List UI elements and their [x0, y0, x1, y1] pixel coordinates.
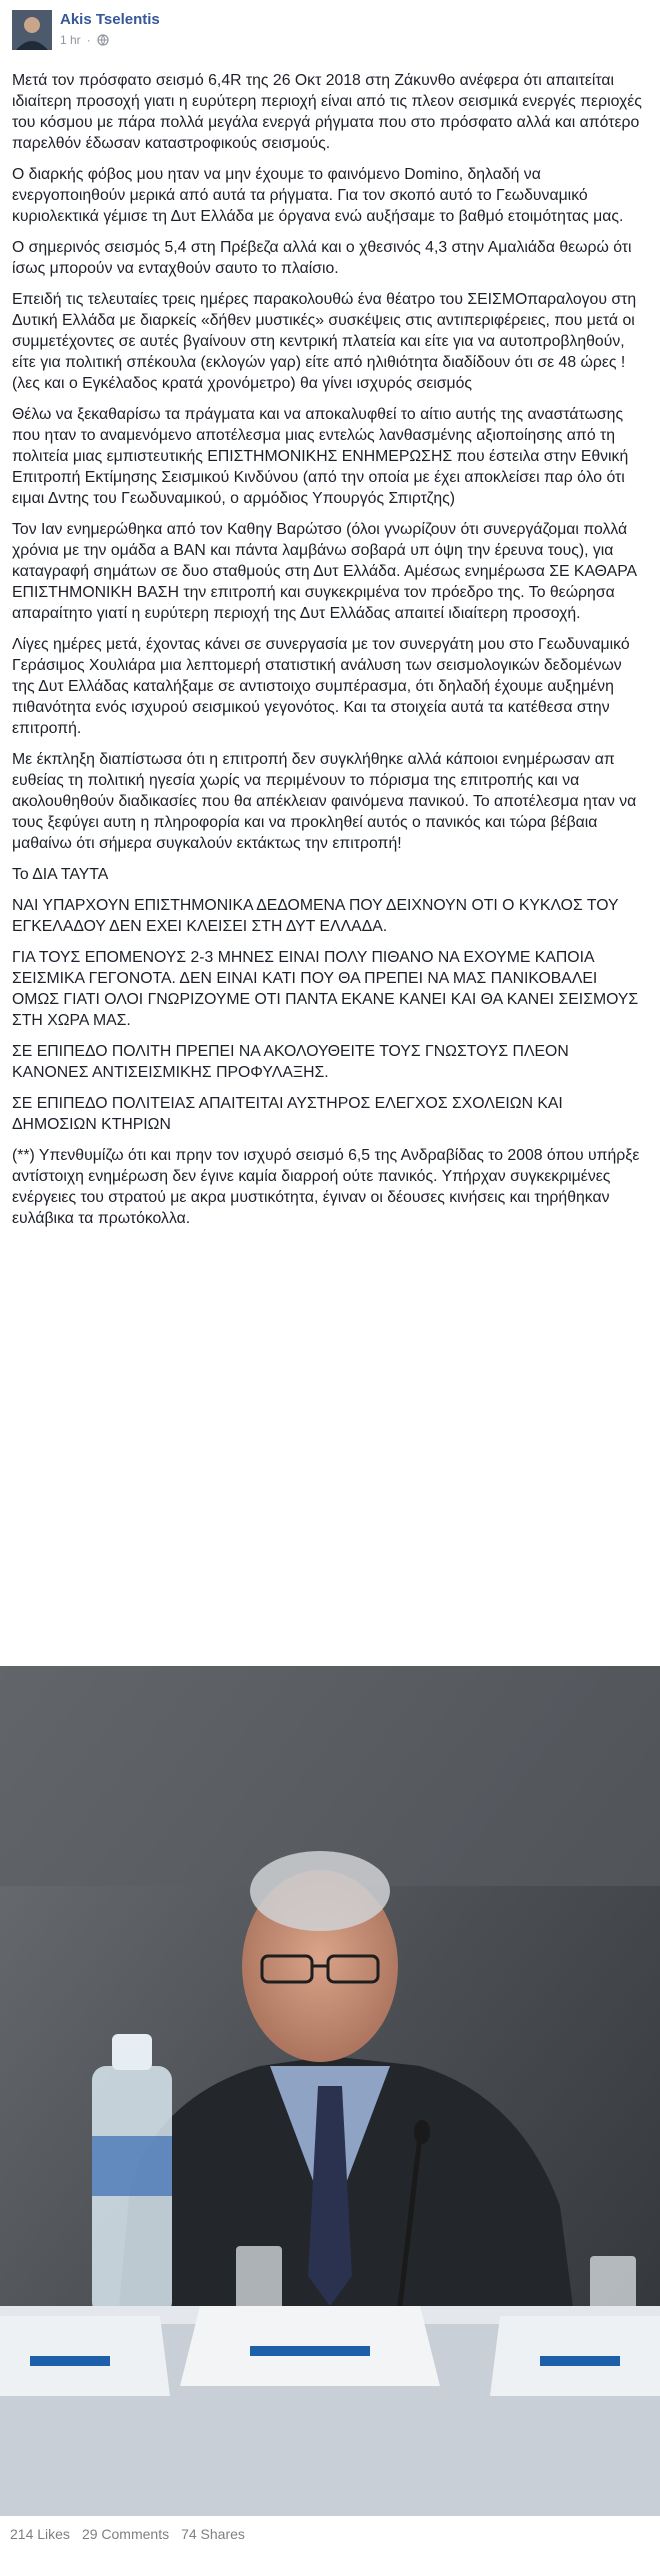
post-paragraph: Λίγες ημέρες μετά, έχοντας κάνει σε συνεργασία με τον συνεργάτη μου στο Γεωδυναμικό Γεράσιμος Χουλιάρα μια λεπτομερή στατιστική ανάλυση των σεισμολογικών δεδομένων της Δυτ Ελλάδας καταλήξαμε σε αντιστοιχο συμπέρασμα, ότι δηλαδή έχουμε αυξημένη πιθανότητα ενός ισχυρού σεισμικού γεγονότος. Και τα στοιχεία αυτά τα κατέθεσα στην επιτροπή. — [12, 636, 630, 737]
post-photo[interactable] — [0, 1666, 660, 2516]
post-paragraph: Το ΔΙΑ ΤΑΥΤΑ — [12, 866, 109, 883]
post-paragraph: Ο σημερινός σεισμός 5,4 στη Πρέβεζα αλλά και ο χθεσινός 4,3 στην Αμαλιάδα θεωρώ ότι ίσως μπορούν να ενταχθούν σαυτο το πλαίσιο. — [12, 239, 632, 277]
avatar[interactable] — [12, 10, 52, 50]
photo-illustration — [0, 1666, 660, 2516]
post-paragraph: (**) Υπενθυμίζω ότι και πρην τον ισχυρό σεισμό 6,5 της Ανδραβίδας το 2008 όπου υπήρξε αντίστοιχη ενημέρωση δεν έγινε καμία διαρροή ούτε πανικός. Υπήρχαν συγκεκριμένες ενέργειες του στρατού με ακρα μυστικότητα, έγιναν οι δέουσες κινήσεις και τηρήθηκαν ευλάβικα τα πρωτόκολλα. — [12, 1147, 640, 1227]
post-meta — [60, 33, 109, 47]
globe-icon[interactable] — [97, 34, 109, 46]
post-paragraph: Με έκπληξη διαπίστωσα ότι η επιτροπή δεν συγκλήθηκε αλλά κάποιοι ενημέρωσαν απ ευθείας τη πολιτική ηγεσία χωρίς να περιμένουν το πόρισμα της επιτροπής και να ακολουθηθούν διαδικασίες που θα απέκλειαν φαινόμενα πανικού. Το αποτέλεσμα ηταν να τους ξεφύγει αυτη η πληροφορία και να προκληθεί αυτός ο πανικός και τώρα βέβαια μαθαίνω ότι σήμερα συγκαλούν εκτάκτως την επιτροπή! — [12, 751, 637, 852]
post-paragraph: ΣΕ ΕΠΙΠΕΔΟ ΠΟΛΙΤΗ ΠΡΕΠΕΙ ΝΑ ΑΚΟΛΟΥΘΕΙΤΕ ΤΟΥΣ ΓΝΩΣΤΟΥΣ ΠΛΕΟΝ ΚΑΝΟΝΕΣ ΑΝΤΙΣΕΙΣΜΙΚΗΣ ΠΡΟΦΥΛΑΞΗΣ. — [12, 1043, 569, 1081]
post-time[interactable]: 1 hr — [60, 33, 81, 47]
post-paragraph: Ο διαρκής φόβος μου ηταν να μην έχουμε το φαινόμενο Domino, δηλαδή να ενεργοποιηθούν μερικά από αυτά τα ρήγματα. Για τον σκοπό αυτό το Γεωδυναμικό κυριολεκτικά γέμισε τη Δυτ Ελλάδα με όργανα ενώ αυξήσαμε το βαθμό ετοιμότητας μας. — [12, 166, 624, 225]
post-paragraph: Μετά τον πρόσφατο σεισμό 6,4R της 26 Οκτ 2018 στη Ζάκυνθο ανέφερα ότι απαιτείται ιδιαίτερη προσοχή γιατι η ευρύτερη περιοχή είναι από τις πλεον σεισμικά ενεργές περιοχές του κόσμου με πάρα πολλά μεγάλα ενεργά ρήγματα που στο πρόσφατο αλλά και απότερο παρελθόν έδωσαν καταστροφικούς σεισμούς. — [12, 72, 642, 152]
post-text — [12, 70, 648, 1239]
post-stats — [10, 2526, 245, 2542]
separator-dot: · — [86, 33, 91, 47]
post-paragraph: Τον Ιαν ενημερώθηκα από τον Καθηγ Βαρώτσο (όλοι γνωρίζουν ότι συνεργάζομαι πολλά χρόνια με την ομάδα a ΒΑΝ και πάντα λαμβάνω σοβαρά υπ όψη την έρευνα τους), για καταγραφή σημάτων σε δυο σταθμούς στη Δυτ Ελλάδα. Αμέσως ενημέρωσα ΣΕ ΚΑΘΑΡΑ ΕΠΙΣΤΗΜΟΝΙΚΗ ΒΑΣΗ την επιτροπή και συγκεκριμένα τον πρόεδρο της. Το θεώρησα απαραίτητο γιατί η ευρύτερη περιοχή της Δυτ Ελλάδας απαιτεί ιδιαίτερη προσοχή. — [12, 521, 637, 622]
post-paragraph: ΝΑΙ ΥΠΑΡΧΟΥΝ ΕΠΙΣΤΗΜΟΝΙΚΑ ΔΕΔΟΜΕΝΑ ΠΟΥ ΔΕΙΧΝΟΥΝ ΟΤΙ Ο ΚΥΚΛΟΣ ΤΟΥ ΕΓΚΕΛΑΔΟΥ ΔΕΝ ΕΧΕΙ ΚΛΕΙΣΕΙ ΣΤΗ ΔΥΤ ΕΛΛΑΔΑ. — [12, 897, 619, 935]
post-paragraph: ΓΙΑ ΤΟΥΣ ΕΠΟΜΕΝΟΥΣ 2-3 ΜΗΝΕΣ ΕΙΝΑΙ ΠΟΛΥ ΠΙΘΑΝΟ ΝΑ ΕΧΟΥΜΕ ΚΑΠΟΙΑ ΣΕΙΣΜΙΚΑ ΓΕΓΟΝΟΤΑ. ΔΕΝ ΕΙΝΑΙ ΚΑΤΙ ΠΟΥ ΘΑ ΠΡΕΠΕΙ ΝΑ ΜΑΣ ΠΑΝΙΚΟΒΑΛΕΙ ΟΜΩΣ ΓΙΑΤΙ ΟΛΟΙ ΓΝΩΡΙΖΟΥΜΕ ΟΤΙ ΠΑΝΤΑ ΕΚΑΝΕ ΚΑΝΕΙ ΚΑΙ ΘΑ ΚΑΝΕΙ ΣΕΙΣΜΟΥΣ ΣΤΗ ΧΩΡΑ ΜΑΣ. — [12, 949, 639, 1029]
comments-count[interactable]: 29 Comments — [81, 2526, 170, 2542]
post-paragraph: Θέλω να ξεκαθαρίσω τα πράγματα και να αποκαλυφθεί το αίτιο αυτής της αναστάτωσης που ηταν το αναμενόμενο αποτέλεσμα μιας εντελώς λανθασμένης αξιοποίησης από τη πολιτεία μιας εμπιστευτικής ΕΠΙΣΤΗΜΟΝΙΚΗΣ ΕΝΗΜΕΡΩΣΗΣ που έστειλα στην Εθνική Επιτροπή Εκτίμησης Σεισμικού Κινδύνου (από την οποία με έχει αποκλείσει παρ όλο ότι ειμαι Δντης του Γεωδυναμικού, ο αρμόδιος Υπουργός Σπιρτζης) — [12, 406, 629, 507]
post-paragraph: ΣΕ ΕΠΙΠΕΔΟ ΠΟΛΙΤΕΙΑΣ ΑΠΑΙΤΕΙΤΑΙ ΑΥΣΤΗΡΟΣ ΕΛΕΓΧΟΣ ΣΧΟΛΕΙΩΝ ΚΑΙ ΔΗΜΟΣΙΩΝ ΚΤΗΡΙΩΝ — [12, 1095, 563, 1133]
author-name[interactable]: Akis Tselentis — [60, 11, 160, 28]
likes-count[interactable]: 214 Likes — [10, 2526, 70, 2542]
avatar-image — [12, 10, 52, 50]
post-header — [0, 0, 660, 66]
post-paragraph: Επειδή τις τελευταίες τρεις ημέρες παρακολουθώ ένα θέατρο του ΣΕΙΣΜΟπαραλογου στη Δυτική Ελλάδα με διαρκείς «δήθεν μυστικές» συσκέψεις στις αντιπεριφέρειες, που μετά οι συμμετέχοντες σε αυτές βγαίνουν στη κεντρική πλατεία και είτε για να αυτοπροβληθούν, είτε για πολιτική σπέκουλα (εκλογών γαρ) είτε από ηλιθιότητα διαδίδουν ότι σε 48 ώρες ! (λες και ο Εγκέλαδος κρατά χρονόμετρο) θα γίνει ισχυρός σεισμός — [12, 291, 637, 392]
shares-count[interactable]: 74 Shares — [181, 2526, 245, 2542]
